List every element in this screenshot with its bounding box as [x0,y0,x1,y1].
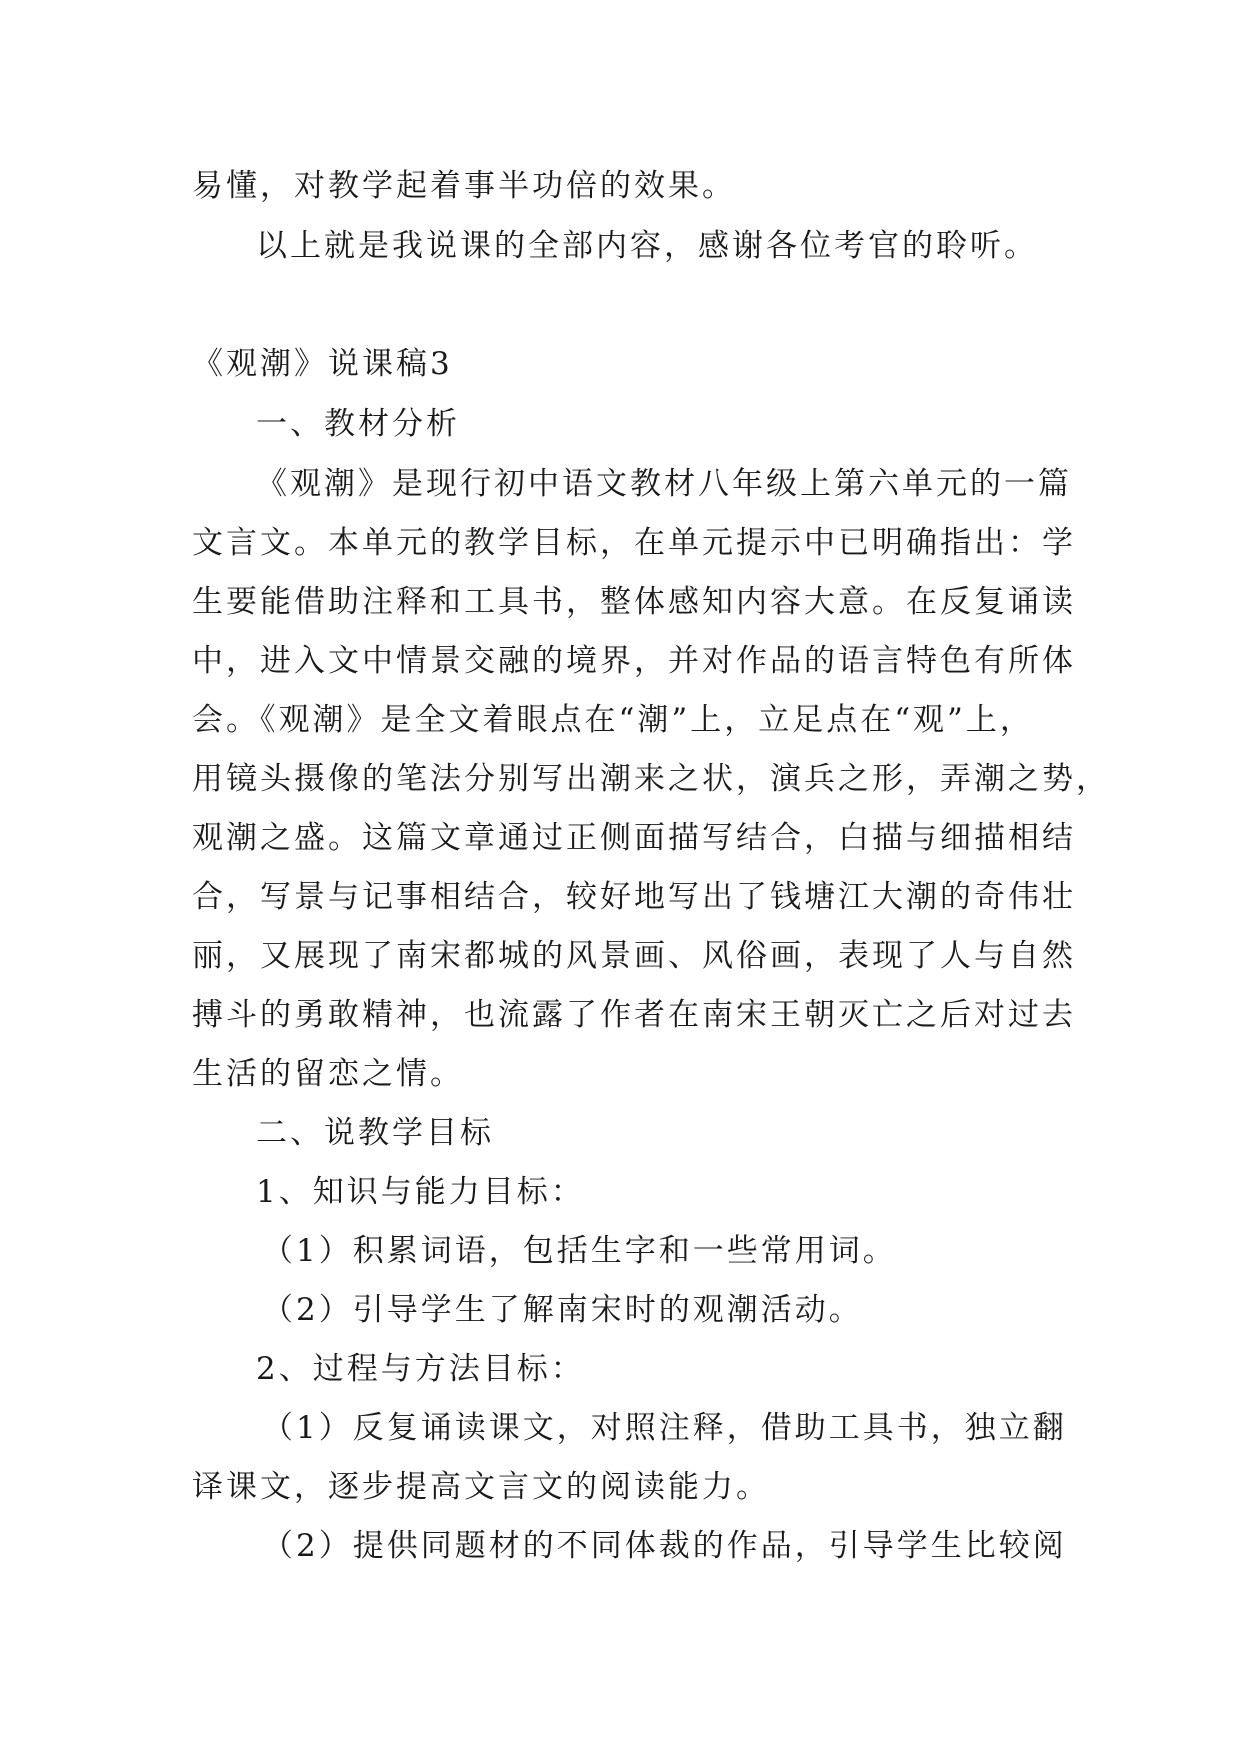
paragraph-line: 合，写景与记事相结合，较好地写出了钱塘江大潮的奇伟壮 [192,879,1076,915]
paragraph-line: 用镜头摄像的笔法分别写出潮来之状，演兵之形，弄潮之势， [192,761,1110,797]
paragraph-line: 生活的留恋之情。 [192,1056,464,1092]
paragraph-line: 文言文。本单元的教学目标，在单元提示中已明确指出：学 [192,525,1076,561]
paragraph-line: 生要能借助注释和工具书，整体感知内容大意。在反复诵读 [192,584,1076,620]
paragraph-line: 观潮之盛。这篇文章通过正侧面描写结合，白描与细描相结 [192,820,1076,856]
list-item: （1）积累词语，包括生字和一些常用词。 [262,1233,897,1269]
subheading-knowledge-ability: 1、知识与能力目标： [256,1174,585,1210]
list-item-continued: 译课文，逐步提高文言文的阅读能力。 [192,1469,770,1505]
heading-materials-analysis: 一、教材分析 [256,406,460,442]
list-item: （2）提供同题材的不同体裁的作品，引导学生比较阅 [262,1528,1067,1564]
section-title: 《观潮》说课稿3 [192,346,453,382]
paragraph-line: 《观潮》是现行初中语文教材八年级上第六单元的一篇 [256,466,1072,502]
list-item: （2）引导学生了解南宋时的观潮活动。 [262,1292,863,1328]
subheading-process-method: 2、过程与方法目标： [256,1351,585,1387]
paragraph-line: 丽，又展现了南宋都城的风景画、风俗画，表现了人与自然 [192,938,1076,974]
paragraph-line: 中，进入文中情景交融的境界，并对作品的语言特色有所体 [192,643,1076,679]
paragraph-line: 会。《观潮》是全文着眼点在“潮”上，立足点在“观”上， [192,702,1034,738]
heading-teaching-goals: 二、说教学目标 [256,1115,494,1151]
paragraph-line: 搏斗的勇敢精神，也流露了作者在南宋王朝灭亡之后对过去 [192,997,1076,1033]
closing-line: 以上就是我说课的全部内容，感谢各位考官的聆听。 [256,228,1038,264]
paragraph-line: 易懂，对教学起着事半功倍的效果。 [192,168,736,204]
list-item: （1）反复诵读课文，对照注释，借助工具书，独立翻 [262,1410,1067,1446]
